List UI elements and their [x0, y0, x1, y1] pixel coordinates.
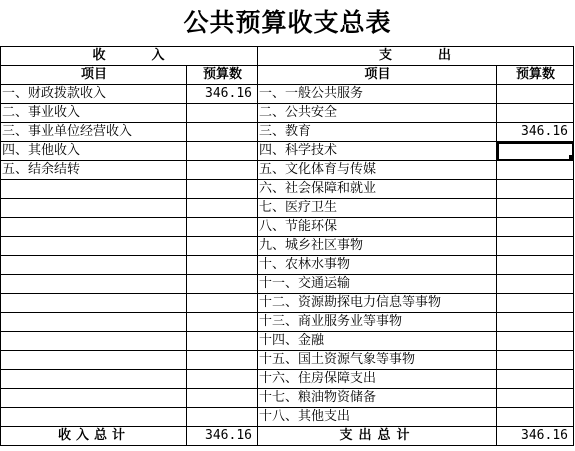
empty-cell[interactable] — [187, 199, 258, 218]
expense-item-cell[interactable]: 十四、金融 — [258, 332, 497, 351]
expense-item-cell[interactable]: 十二、资源勘探电力信息等事物 — [258, 294, 497, 313]
income-item-cell[interactable]: 五、结余结转 — [1, 161, 187, 180]
expense-amount-cell[interactable] — [497, 408, 574, 427]
expense-amount-cell[interactable] — [497, 104, 574, 123]
income-item-cell[interactable]: 一、财政拨款收入 — [1, 85, 187, 104]
table-row — [1, 237, 574, 256]
table-row — [1, 408, 574, 427]
fill-handle[interactable] — [569, 155, 574, 160]
expense-amount-cell[interactable] — [497, 218, 574, 237]
expense-amount-cell[interactable] — [497, 294, 574, 313]
expense-item-cell[interactable]: 四、科学技术 — [258, 142, 497, 161]
empty-cell[interactable] — [187, 180, 258, 199]
empty-cell[interactable] — [187, 370, 258, 389]
table-row — [1, 351, 574, 370]
expense-item-cell[interactable]: 十六、住房保障支出 — [258, 370, 497, 389]
empty-cell[interactable] — [187, 389, 258, 408]
expense-amount-cell[interactable] — [497, 199, 574, 218]
expense-amount-cell[interactable] — [497, 370, 574, 389]
table-row — [1, 142, 574, 161]
expense-amount-cell[interactable] — [497, 237, 574, 256]
expense-item-cell[interactable]: 七、医疗卫生 — [258, 199, 497, 218]
empty-cell[interactable] — [1, 256, 187, 275]
expense-item-cell[interactable]: 十三、商业服务业等事物 — [258, 313, 497, 332]
empty-cell[interactable] — [1, 275, 187, 294]
empty-cell[interactable] — [1, 294, 187, 313]
empty-cell[interactable] — [1, 389, 187, 408]
expense-section-header[interactable] — [258, 47, 574, 66]
income-total-amount[interactable]: 346.16 — [187, 427, 258, 446]
income-item-header[interactable]: 项目 — [1, 66, 187, 85]
income-amount-cell[interactable] — [187, 104, 258, 123]
expense-amount-cell[interactable] — [497, 85, 574, 104]
expense-item-cell[interactable]: 六、社会保障和就业 — [258, 180, 497, 199]
income-section-header-char-2: 入 — [151, 48, 167, 63]
expense-item-cell[interactable]: 五、文化体育与传媒 — [258, 161, 497, 180]
expense-item-header[interactable]: 项目 — [258, 66, 497, 85]
expense-item-cell[interactable]: 十、农林水事物 — [258, 256, 497, 275]
table-row — [1, 389, 574, 408]
section-header-row — [1, 47, 574, 66]
table-row — [1, 370, 574, 389]
income-item-cell[interactable]: 二、事业收入 — [1, 104, 187, 123]
empty-cell[interactable] — [187, 408, 258, 427]
expense-amount-cell[interactable] — [497, 313, 574, 332]
income-total-label[interactable]: 收入总计 — [1, 427, 187, 446]
expense-total-amount[interactable]: 346.16 — [497, 427, 574, 446]
expense-section-header-char-1: 支 — [378, 48, 394, 63]
budget-table — [0, 46, 574, 446]
expense-item-cell[interactable]: 一、一般公共服务 — [258, 85, 497, 104]
empty-cell[interactable] — [187, 237, 258, 256]
empty-cell[interactable] — [187, 313, 258, 332]
expense-amount-cell[interactable] — [497, 142, 574, 161]
income-amount-header[interactable]: 预算数 — [187, 66, 258, 85]
table-row — [1, 161, 574, 180]
table-row — [1, 256, 574, 275]
empty-cell[interactable] — [187, 256, 258, 275]
expense-item-cell[interactable]: 十八、其他支出 — [258, 408, 497, 427]
expense-section-header-char-2: 出 — [438, 48, 454, 63]
table-row — [1, 218, 574, 237]
table-row — [1, 199, 574, 218]
empty-cell[interactable] — [1, 351, 187, 370]
empty-cell[interactable] — [1, 180, 187, 199]
empty-cell[interactable] — [1, 332, 187, 351]
sheet-title: 公共预算收支总表 — [183, 8, 392, 37]
expense-item-cell[interactable]: 十五、国土资源气象等事物 — [258, 351, 497, 370]
expense-item-cell[interactable]: 十一、交通运输 — [258, 275, 497, 294]
empty-cell[interactable] — [1, 313, 187, 332]
expense-amount-cell[interactable]: 346.16 — [497, 123, 574, 142]
empty-cell[interactable] — [187, 351, 258, 370]
expense-amount-cell[interactable] — [497, 161, 574, 180]
expense-amount-cell[interactable] — [497, 256, 574, 275]
table-row — [1, 180, 574, 199]
table-row — [1, 332, 574, 351]
empty-cell[interactable] — [187, 218, 258, 237]
expense-amount-header[interactable]: 预算数 — [497, 66, 574, 85]
empty-cell[interactable] — [187, 332, 258, 351]
table-row — [1, 104, 574, 123]
column-header-row — [1, 66, 574, 85]
empty-cell[interactable] — [187, 294, 258, 313]
income-amount-cell[interactable] — [187, 161, 258, 180]
empty-cell[interactable] — [1, 218, 187, 237]
total-row — [1, 427, 574, 446]
expense-amount-cell[interactable] — [497, 180, 574, 199]
income-item-cell[interactable]: 四、其他收入 — [1, 142, 187, 161]
expense-item-cell[interactable]: 九、城乡社区事物 — [258, 237, 497, 256]
table-row — [1, 123, 574, 142]
table-row — [1, 294, 574, 313]
expense-item-cell[interactable]: 十七、粮油物资储备 — [258, 389, 497, 408]
income-section-header-char-1: 收 — [92, 48, 108, 63]
expense-item-cell[interactable]: 八、节能环保 — [258, 218, 497, 237]
expense-amount-cell[interactable] — [497, 389, 574, 408]
empty-cell[interactable] — [1, 199, 187, 218]
empty-cell[interactable] — [187, 275, 258, 294]
table-row — [1, 85, 574, 104]
expense-amount-cell[interactable] — [497, 275, 574, 294]
income-amount-cell[interactable] — [187, 123, 258, 142]
income-amount-cell[interactable] — [187, 142, 258, 161]
income-amount-cell[interactable]: 346.16 — [187, 85, 258, 104]
empty-cell[interactable] — [1, 370, 187, 389]
table-row — [1, 275, 574, 294]
income-section-header[interactable] — [1, 47, 258, 66]
income-item-cell[interactable]: 三、事业单位经营收入 — [1, 123, 187, 142]
expense-item-cell[interactable]: 三、教育 — [258, 123, 497, 142]
empty-cell[interactable] — [1, 237, 187, 256]
expense-total-label[interactable]: 支出总计 — [258, 427, 497, 446]
expense-amount-cell[interactable] — [497, 332, 574, 351]
expense-amount-cell[interactable] — [497, 351, 574, 370]
table-row — [1, 313, 574, 332]
expense-item-cell[interactable]: 二、公共安全 — [258, 104, 497, 123]
empty-cell[interactable] — [1, 408, 187, 427]
